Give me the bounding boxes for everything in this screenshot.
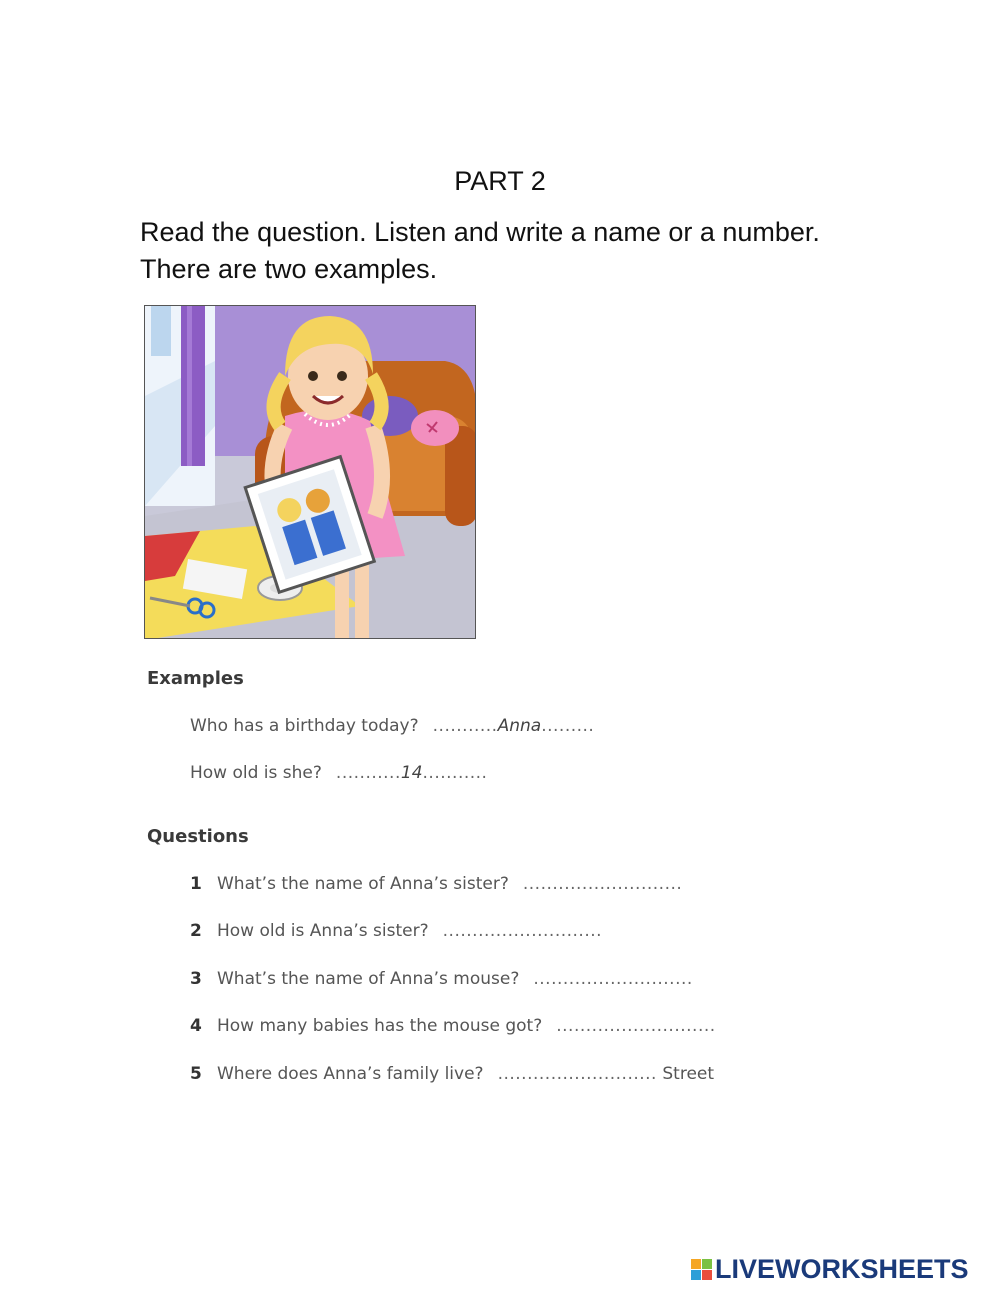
illustration-girl-with-photo [144, 305, 476, 639]
liveworksheets-logo [691, 1254, 969, 1284]
question-text: Where does Anna’s family live? [217, 1064, 484, 1084]
logo-text: LIVEWORKSHEETS [715, 1253, 969, 1284]
example-question: How old is she? [190, 763, 322, 783]
instruction-line-2: There are two examples. [140, 254, 438, 284]
example-dots-after: ........... [422, 763, 488, 783]
instructions [140, 214, 940, 288]
answer-blank-5[interactable]: ........................... [497, 1064, 657, 1084]
answer-blank-1[interactable]: ........................... [522, 874, 683, 894]
example-dots-before: ........... [432, 716, 498, 736]
question-row [190, 1064, 714, 1084]
example-answer: 14 [400, 763, 423, 783]
question-number: 3 [190, 969, 202, 989]
instruction-line-1: Read the question. Listen and write a name or a number. [140, 217, 820, 247]
answer-suffix: Street [662, 1064, 715, 1084]
part-title: PART 2 [454, 166, 546, 196]
question-row [190, 1016, 716, 1036]
example-dots-before: ........... [335, 763, 401, 783]
answer-blank-2[interactable]: ........................... [442, 921, 603, 941]
question-number: 1 [190, 874, 202, 894]
question-row [190, 969, 693, 989]
question-number: 4 [190, 1016, 202, 1036]
example-dots-after: ......... [541, 716, 595, 736]
answer-blank-4[interactable]: ........................... [556, 1016, 716, 1036]
question-text: How many babies has the mouse got? [217, 1016, 543, 1036]
question-row [190, 921, 602, 941]
logo-mark-icon [691, 1259, 712, 1280]
example-row [190, 716, 594, 736]
question-text: What’s the name of Anna’s sister? [217, 874, 509, 894]
example-row [190, 763, 487, 783]
example-answer: Anna [497, 716, 542, 736]
examples-heading: Examples [147, 668, 244, 689]
question-text: How old is Anna’s sister? [217, 921, 429, 941]
question-text: What’s the name of Anna’s mouse? [217, 969, 520, 989]
question-number: 2 [190, 921, 202, 941]
question-number: 5 [190, 1064, 202, 1084]
question-row [190, 874, 682, 894]
questions-heading: Questions [147, 826, 249, 847]
answer-blank-3[interactable]: ........................... [533, 969, 693, 989]
example-question: Who has a birthday today? [190, 716, 419, 736]
